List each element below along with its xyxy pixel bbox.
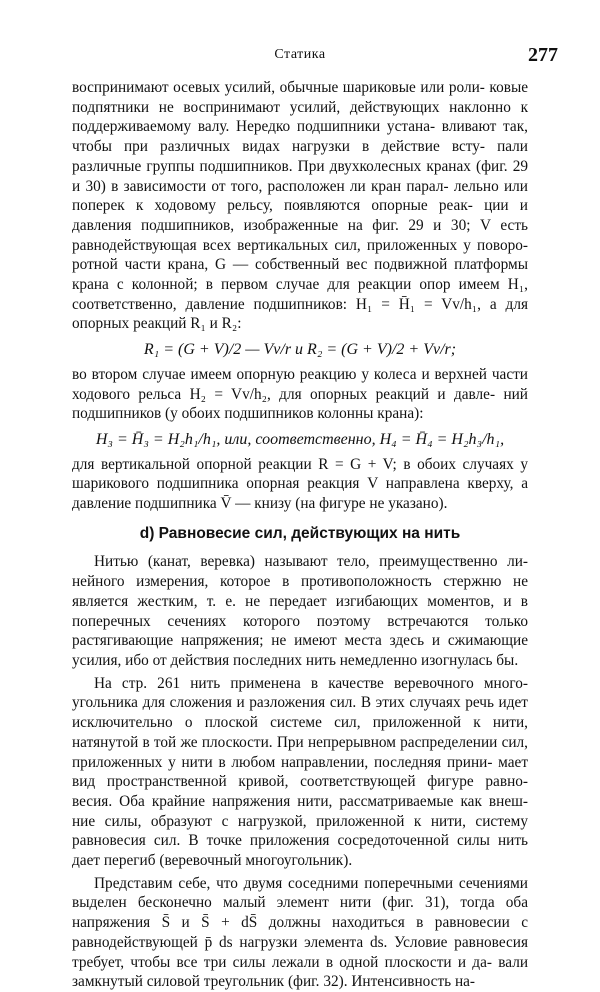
text-line: крана с колонной; в первом случае для реакции опор имеем H₁,: [72, 276, 528, 294]
page-header: [40, 44, 560, 68]
text-line: нейного измерения, которое в противоположность стержню не: [72, 573, 528, 591]
text-line: опорных реакций R₁ и R₂:: [72, 315, 242, 333]
text-line: угольника для сложения и разложения сил. В этих случаях речь: [72, 694, 494, 712]
text-line: ротной части крана, G — собственный вес подвижной платформы: [72, 256, 528, 274]
text-line: требует, чтобы все три силы лежали в одной плоскости и да-: [72, 953, 492, 971]
text-line: является жестким, т. е. не передает изгибающих моментов,: [72, 592, 495, 610]
running-title: Статика: [274, 47, 326, 62]
text-line: весия. Оба крайние напряжения нити, рассматриваемые как внеш-: [72, 792, 528, 810]
text-line: Нитью (канат, веревка) называют тело, преимущественно ли-: [94, 553, 528, 571]
text-line: Представим себе, что двумя соседними поперечными сечениями: [94, 874, 528, 892]
text-line: части ходового рельса H₂ = Vv/h₂, для опорных реакций и давле-: [72, 365, 528, 403]
text-line: (фиг. 29 и 30) в зависимости от того, расположен ли кран парал-: [72, 157, 528, 195]
text-line: равновесия сил. В точке приложения сосредоточенной силы нить: [72, 832, 528, 850]
paragraph-3: [72, 455, 528, 514]
text-line: идет исключительно о плоской системе сил, приложенной к нити,: [72, 694, 528, 732]
text-line: вливают так, чтобы при различных видах нагрузки в действие всту-: [72, 118, 528, 156]
text-line: для вертикальной опорной реакции R = G + V; в обоих случаях: [72, 455, 514, 473]
text-line: выделен бесконечно малый элемент нити (фиг. 31), тогда: [72, 894, 495, 912]
text-line: а давление подшипника V̄ — книзу (на фигуре не указано).: [72, 475, 528, 513]
paragraph-2: [72, 365, 528, 424]
text-line: На стр. 261 нить применена в качестве веревочного много-: [94, 674, 528, 692]
text-line: усилия, ибо от действия последних нить немедленно изогнулась бы.: [72, 651, 519, 669]
paragraph-5: [72, 674, 528, 871]
text-line: ковые подпятники не воспринимают усилий, действующих: [72, 79, 529, 116]
text-line: ции и давления подшипников, изображенные на фиг. 29 и 30; V есть: [72, 197, 528, 234]
formula-reactions: R₁ = (G + V)/2 — Vv/r и R₂ = (G + V)/2 + Vv/r;: [143, 341, 457, 359]
text-line: мает вид пространственной кривой, соответствующей фигуре равно-: [72, 753, 529, 791]
text-line: оба напряжения S̄ и S̄ + dS̄ должны находиться в равновесии: [72, 894, 528, 932]
text-line: наклонно к поддерживаемому валу. Нередко подшипники устана-: [72, 98, 529, 136]
text-line: вали замкнутый силовой треугольник (фиг. 32). Интенсивность на-: [72, 953, 529, 991]
text-line: равнодействующая всех вертикальных сил, приложенных у поворо-: [72, 236, 528, 254]
text-line: растягивающие напряжения; не имеют места здесь и сжимающие: [72, 632, 528, 650]
paragraph-4: [72, 552, 528, 670]
section-heading: d) Равновесие сил, действующих на нить: [139, 524, 461, 542]
text-line: пали различные группы подшипников. При двухколесных кранах: [72, 138, 528, 175]
formula-bearings: H₃ = H̄₃ = H₂h₁/h₁, или, соответственно, H₄ = H̄₄ = H₂h₃/h₁,: [95, 430, 505, 448]
text-line: воспринимают осевых усилий, обычные шариковые или роли-: [72, 79, 485, 96]
text-line: натянутой в той же плоскости. При непрерывном распределении: [72, 733, 498, 751]
text-line: сил, приложенных у нити в любом направлении, последняя прини-: [72, 733, 528, 771]
page-number: 277: [528, 44, 558, 66]
text-line: во втором случае имеем опорную реакцию у колеса и верхней: [72, 365, 487, 383]
text-line: у шарикового подшипника опорная реакция V направлена кверху,: [72, 455, 528, 493]
paragraph-1: [72, 78, 528, 334]
text-line: и в поперечных сечениях которого поэтому встречаются только: [72, 592, 529, 630]
text-line: с равнодействующей p̄ ds нагрузки элемента ds. Условие равновесия: [72, 914, 528, 951]
paragraph-6: [72, 874, 528, 992]
text-line: лельно или поперек к ходовому рельсу, появляются опорные реак-: [72, 177, 528, 215]
text-line: дает перегиб (веревочный многоугольник).: [72, 852, 353, 870]
page-body: [72, 78, 528, 992]
text-line: ний подшипников (у обоих подшипников колонны крана):: [72, 385, 528, 423]
text-line: ние силы, образуют с нагрузкой, приложенной к нити, систему: [72, 812, 528, 830]
text-line: соответственно, давление подшипников: H₁ = H̄₁ = Vv/h₁, а для: [72, 295, 528, 313]
